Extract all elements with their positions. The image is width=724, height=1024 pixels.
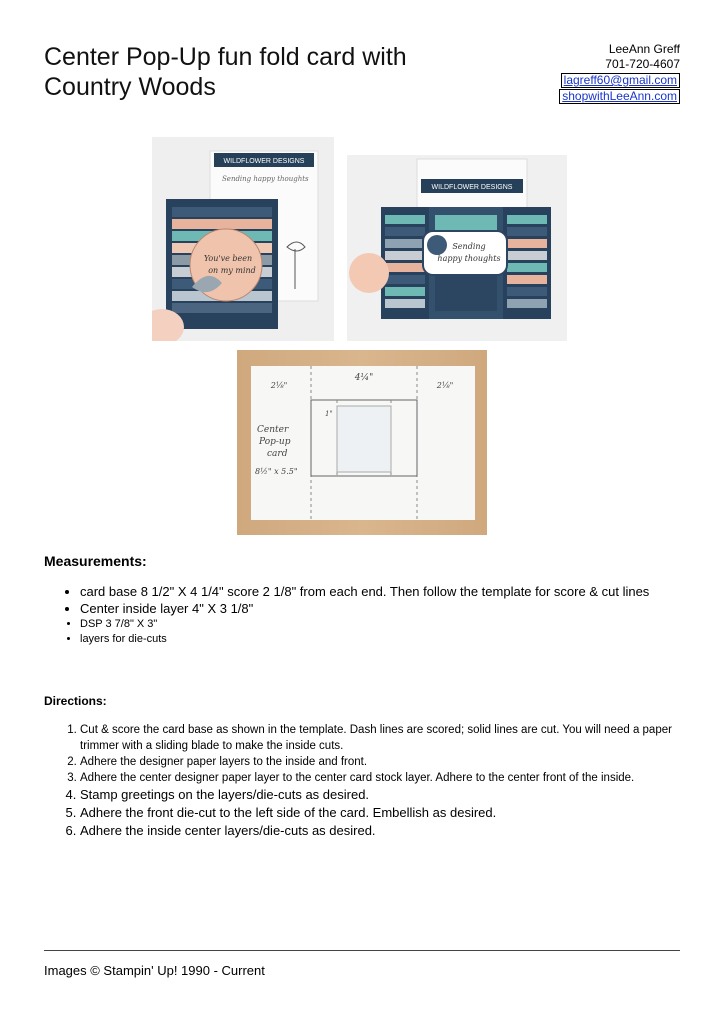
list-item: • layers for die-cuts — [80, 632, 690, 647]
footer-divider — [44, 950, 680, 951]
contact-block — [559, 42, 680, 104]
title-line-2: Country Woods — [44, 73, 216, 101]
template-measure-top: 4¼" — [354, 373, 374, 383]
list-item: 2. Adhere the designer paper layers to the inside and front. — [80, 754, 690, 770]
photo-template — [237, 350, 487, 535]
template-measure-inner: 1" — [325, 410, 333, 418]
open-sentiment-line-2: happy thoughts — [437, 254, 501, 263]
page-title — [44, 42, 484, 102]
measurements-list — [62, 583, 690, 647]
photo-card-open — [347, 155, 567, 341]
directions-list — [62, 722, 690, 840]
template-label-line-3: card — [267, 449, 288, 459]
circle-sentiment-line-1: You've been — [203, 254, 253, 263]
template-label-line-2: Pop-up — [259, 437, 291, 447]
list-item: • card base 8 1/2" X 4 1/4" score 2 1/8" from each end. Then follow the template for score & cut lines — [80, 583, 690, 600]
template-measure-left: 2⅛" — [270, 381, 288, 390]
box-label-text: WILDFLOWER DESIGNS — [223, 158, 305, 165]
contact-site-link[interactable]: shopwithLeeAnn.com — [559, 89, 680, 104]
template-label-line-1: Center — [257, 425, 289, 435]
title-line-1: Center Pop-Up fun fold card with — [44, 43, 407, 71]
photo-card-front — [152, 137, 334, 341]
circle-sentiment-line-2: on my mind — [208, 266, 256, 275]
list-item: 6. Adhere the inside center layers/die-cuts as desired. — [80, 822, 690, 840]
footer-copyright: Images © Stampin' Up! 1990 - Current — [44, 963, 265, 978]
template-size-text: 8½" x 5.5" — [255, 467, 298, 476]
contact-name: LeeAnn Greff — [608, 42, 680, 56]
directions-heading: Directions: — [44, 694, 107, 708]
list-item: 1. Cut & score the card base as shown in the template. Dash lines are scored; solid lines are cut. You will need a paper trimmer with a sliding blade to make the inside cuts. — [80, 722, 690, 754]
open-sentiment-line-1: Sending — [452, 242, 486, 251]
list-item: 4. Stamp greetings on the layers/die-cuts as desired. — [80, 786, 690, 804]
list-item: 5. Adhere the front die-cut to the left side of the card. Embellish as desired. — [80, 804, 690, 822]
template-measure-right: 2⅛" — [436, 381, 454, 390]
measurements-heading: Measurements: — [44, 553, 147, 569]
contact-email-link[interactable]: lagreff60@gmail.com — [561, 73, 680, 88]
sentiment-top-text: Sending happy thoughts — [222, 175, 309, 183]
list-item: • DSP 3 7/8" X 3" — [80, 617, 690, 632]
list-item: 3. Adhere the center designer paper layer to the center card stock layer. Adhere to the center front of the inside. — [80, 770, 690, 786]
contact-phone: 701-720-4607 — [605, 57, 680, 71]
open-box-label-text: WILDFLOWER DESIGNS — [431, 184, 513, 191]
list-item: • Center inside layer 4" X 3 1/8" — [80, 600, 690, 617]
